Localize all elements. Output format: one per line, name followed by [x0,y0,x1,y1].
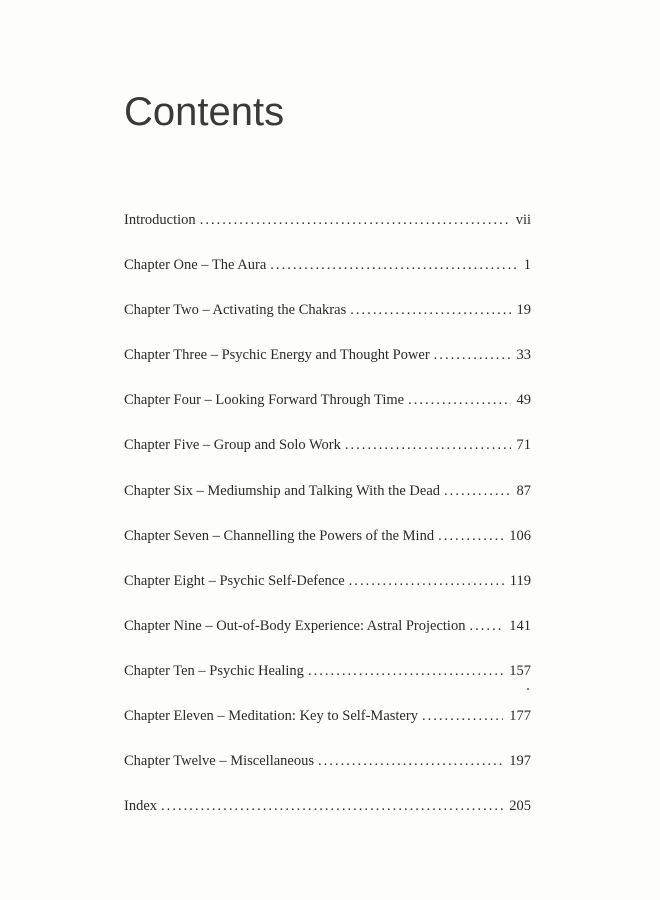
toc-entry-title: Chapter One – The Aura [124,257,267,274]
page-title: Contents [124,90,285,134]
toc-entry-title: Chapter Five – Group and Solo Work [124,437,341,454]
toc-page-number: 1 [523,257,531,274]
toc-entry-chapter-six [124,479,531,524]
toc-entry-title: Chapter Ten – Psychic Healing [124,662,304,679]
toc-entry-title: Chapter Three – Psychic Energy and Thought Power [124,347,430,364]
dot-leader [408,388,510,413]
toc-page-number: 19 [516,302,531,319]
toc-page-number: 33 [516,347,531,364]
dot-leader [434,343,511,368]
dot-leader [444,479,510,504]
dot-leader [161,794,503,819]
dot-leader [318,749,503,774]
dot-leader [349,569,504,594]
toc-page-number: 205 [509,798,531,815]
toc-page-number: 197 [509,753,531,770]
table-of-contents [124,208,531,839]
toc-page-number: 87 [516,482,531,499]
toc-page-number: 157 [509,662,531,679]
toc-page-number: vii [515,212,531,228]
toc-entry-title: Chapter Two – Activating the Chakras [124,302,347,319]
toc-entry-title: Chapter Nine – Out-of-Body Experience: Astral Projection [124,617,466,634]
dot-leader [438,524,503,549]
toc-page-number: 119 [509,572,531,589]
dot-leader [345,433,511,458]
toc-entry-chapter-eleven [124,704,531,749]
toc-entry-title: Chapter Four – Looking Forward Through Time [124,392,405,409]
toc-entry-chapter-five [124,433,531,478]
toc-entry-index [124,794,531,839]
toc-entry-chapter-one [124,253,531,298]
toc-page-number: 49 [516,392,531,409]
toc-entry-chapter-seven [124,524,531,569]
toc-entry-title: Chapter Six – Mediumship and Talking With the Dead [124,482,441,499]
toc-entry-chapter-four [124,388,531,433]
toc-page-number: 177 [509,708,531,725]
scan-speck [527,688,529,690]
dot-leader [469,614,503,639]
toc-entry-introduction [124,208,531,253]
toc-entry-chapter-twelve [124,749,531,794]
dot-leader [308,659,503,684]
toc-entry-chapter-ten [124,659,531,704]
toc-entry-title: Chapter Seven – Channelling the Powers of the Mind [124,527,435,544]
toc-page-number: 141 [509,617,531,634]
toc-entry-title: Chapter Eight – Psychic Self-Defence [124,572,345,589]
toc-entry-chapter-nine [124,614,531,659]
toc-entry-chapter-three [124,343,531,388]
dot-leader [270,253,517,278]
dot-leader [422,704,503,729]
toc-page-number: 106 [509,527,531,544]
toc-entry-title: Index [124,798,158,815]
dot-leader [350,298,510,323]
toc-entry-chapter-two [124,298,531,343]
toc-entry-title: Introduction [124,212,196,228]
toc-entry-chapter-eight [124,569,531,614]
dot-leader [200,208,510,233]
toc-page-number: 71 [516,437,531,454]
toc-entry-title: Chapter Eleven – Meditation: Key to Self-Mastery [124,708,418,725]
toc-entry-title: Chapter Twelve – Miscellaneous [124,753,314,770]
